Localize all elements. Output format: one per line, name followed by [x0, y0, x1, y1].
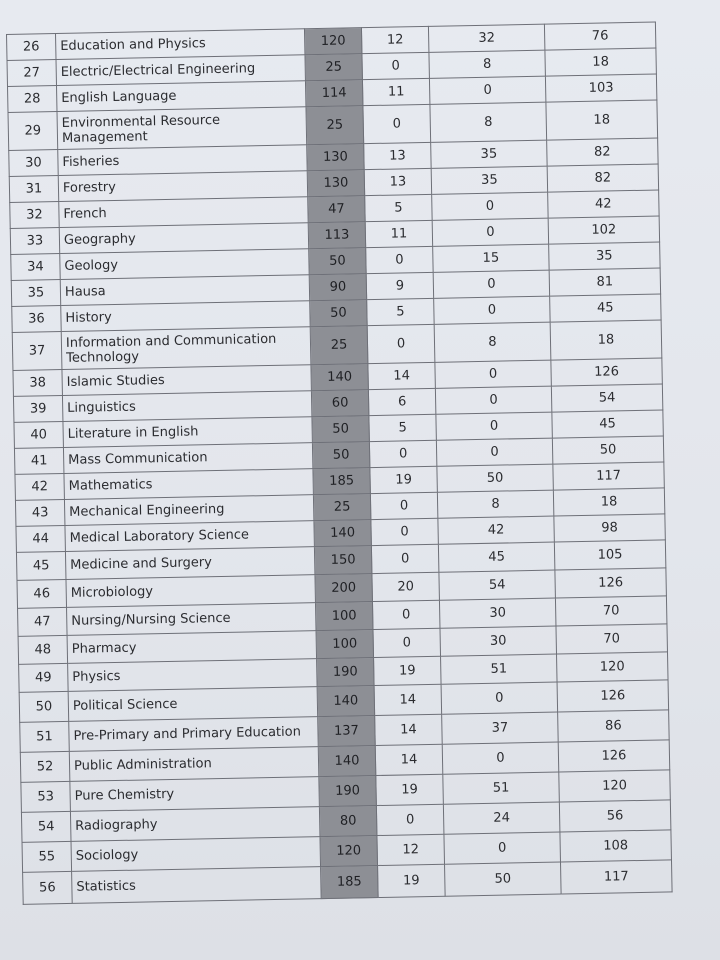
column-2-value: 12	[361, 26, 428, 53]
course-name: Radiography	[70, 807, 320, 842]
row-number: 49	[19, 663, 69, 692]
column-3-value: 0	[436, 438, 552, 466]
row-number: 32	[10, 202, 59, 229]
total-value: 185	[321, 866, 379, 899]
column-3-value: 45	[438, 542, 555, 572]
column-4-value: 103	[545, 74, 656, 102]
column-2-value: 0	[371, 544, 439, 573]
total-value: 25	[313, 494, 370, 521]
row-number: 47	[18, 607, 68, 636]
row-number: 30	[9, 150, 58, 177]
column-4-value: 82	[547, 164, 658, 192]
column-2-value: 0	[363, 104, 431, 143]
column-4-value: 117	[560, 860, 672, 894]
column-2-value: 19	[370, 466, 437, 493]
column-2-value: 14	[375, 744, 443, 775]
column-3-value: 54	[439, 570, 556, 600]
column-3-value: 15	[433, 244, 549, 272]
quota-table	[6, 22, 673, 905]
column-4-value: 18	[550, 320, 662, 360]
row-number: 52	[20, 751, 70, 782]
column-2-value: 0	[373, 628, 441, 657]
column-2-value: 5	[365, 194, 432, 221]
row-number: 56	[23, 871, 73, 904]
course-name: Nursing/Nursing Science	[67, 603, 316, 636]
column-3-value: 37	[442, 712, 559, 744]
column-3-value: 30	[440, 626, 557, 656]
course-name: Geography	[59, 223, 308, 254]
column-2-value: 14	[375, 714, 443, 745]
column-2-value: 5	[369, 414, 436, 441]
column-4-value: 35	[549, 242, 660, 270]
course-name: Literature in English	[63, 417, 312, 448]
row-number: 38	[13, 369, 62, 396]
column-4-value: 120	[557, 652, 669, 682]
total-value: 90	[309, 274, 366, 301]
course-name: Mechanical Engineering	[64, 495, 313, 526]
column-3-value: 50	[445, 862, 562, 896]
total-value: 114	[305, 80, 362, 107]
column-2-value: 0	[367, 324, 435, 363]
course-name: Statistics	[72, 867, 322, 904]
column-4-value: 98	[554, 514, 665, 542]
total-value: 25	[306, 106, 364, 145]
column-3-value: 0	[435, 360, 551, 388]
row-number: 27	[7, 60, 56, 87]
total-value: 185	[313, 468, 370, 495]
course-name: Pure Chemistry	[70, 777, 320, 812]
course-name: Pharmacy	[67, 631, 316, 664]
column-4-value: 50	[552, 436, 663, 464]
column-3-value: 0	[444, 832, 561, 864]
total-value: 140	[317, 686, 375, 717]
row-number: 31	[9, 176, 58, 203]
course-name: Fisheries	[58, 145, 307, 176]
column-2-value: 0	[362, 52, 429, 79]
table-body	[7, 22, 673, 904]
column-2-value: 0	[370, 492, 437, 519]
column-3-value: 0	[442, 742, 559, 774]
course-name: Education and Physics	[56, 29, 305, 60]
row-number: 29	[8, 112, 58, 151]
total-value: 130	[307, 144, 364, 171]
total-value: 50	[312, 442, 369, 469]
column-4-value: 86	[558, 710, 670, 742]
row-number: 41	[14, 447, 63, 474]
total-value: 150	[314, 546, 372, 575]
total-value: 50	[310, 300, 367, 327]
column-2-value: 14	[374, 684, 442, 715]
row-number: 42	[15, 473, 64, 500]
row-number: 36	[12, 305, 61, 332]
course-name: Mass Communication	[63, 443, 312, 474]
column-2-value: 19	[374, 656, 442, 685]
column-4-value: 18	[553, 488, 664, 516]
column-3-value: 32	[428, 24, 544, 52]
total-value: 60	[311, 390, 368, 417]
column-3-value: 0	[432, 192, 548, 220]
column-2-value: 0	[369, 440, 436, 467]
column-4-value: 81	[549, 268, 660, 296]
row-number: 26	[7, 34, 56, 61]
row-number: 50	[19, 691, 69, 722]
row-number: 48	[18, 635, 68, 664]
table-sheet	[6, 22, 674, 954]
course-name: English Language	[56, 81, 305, 112]
course-name: Environmental Resource Management	[57, 107, 307, 150]
row-number: 35	[11, 280, 60, 307]
column-2-value: 20	[372, 572, 440, 601]
row-number: 37	[12, 331, 62, 370]
column-4-value: 126	[557, 680, 669, 712]
row-number: 44	[16, 525, 65, 552]
course-name: History	[61, 301, 310, 332]
column-3-value: 35	[431, 166, 547, 194]
column-2-value: 11	[365, 220, 432, 247]
column-2-value: 19	[376, 774, 444, 805]
row-number: 54	[21, 811, 71, 842]
column-4-value: 120	[559, 770, 671, 802]
total-value: 25	[310, 326, 368, 365]
column-4-value: 126	[555, 568, 667, 598]
column-4-value: 108	[560, 830, 672, 862]
row-number: 45	[16, 551, 66, 580]
column-3-value: 8	[429, 50, 545, 78]
column-3-value: 0	[429, 76, 545, 104]
row-number: 34	[11, 254, 60, 281]
total-value: 50	[312, 416, 369, 443]
total-value: 25	[305, 54, 362, 81]
column-2-value: 13	[364, 142, 431, 169]
course-name: Medicine and Surgery	[65, 547, 314, 580]
column-4-value: 54	[551, 384, 662, 412]
column-4-value: 70	[555, 596, 667, 626]
row-number: 55	[22, 841, 72, 872]
course-name: French	[59, 197, 308, 228]
total-value: 113	[308, 222, 365, 249]
column-2-value: 0	[376, 804, 444, 835]
course-name: Linguistics	[62, 391, 311, 422]
column-4-value: 102	[548, 216, 659, 244]
course-name: Microbiology	[66, 575, 315, 608]
column-4-value: 45	[552, 410, 663, 438]
column-2-value: 12	[377, 834, 445, 865]
column-3-value: 42	[438, 516, 554, 544]
column-4-value: 70	[556, 624, 668, 654]
column-4-value: 18	[546, 100, 658, 140]
course-name: Sociology	[71, 837, 321, 872]
row-number: 43	[15, 499, 64, 526]
column-2-value: 9	[366, 272, 433, 299]
total-value: 190	[317, 658, 375, 687]
total-value: 200	[315, 574, 373, 603]
total-value: 137	[318, 716, 376, 747]
course-name: Physics	[68, 659, 317, 692]
column-2-value: 5	[367, 298, 434, 325]
column-3-value: 0	[436, 412, 552, 440]
course-name: Pre-Primary and Primary Education	[69, 717, 319, 752]
column-3-value: 24	[443, 802, 560, 834]
course-name: Islamic Studies	[62, 365, 311, 396]
column-3-value: 8	[430, 102, 547, 142]
course-name: Hausa	[60, 275, 309, 306]
column-4-value: 42	[548, 190, 659, 218]
column-3-value: 0	[434, 296, 550, 324]
column-3-value: 8	[437, 490, 553, 518]
column-3-value: 0	[432, 218, 548, 246]
course-name: Medical Laboratory Science	[65, 521, 314, 552]
column-3-value: 51	[443, 772, 560, 804]
total-value: 190	[319, 776, 377, 807]
total-value: 120	[320, 836, 378, 867]
row-number: 53	[21, 781, 71, 812]
column-4-value: 18	[545, 48, 656, 76]
column-3-value: 30	[439, 598, 556, 628]
column-3-value: 0	[433, 270, 549, 298]
column-4-value: 117	[553, 462, 664, 490]
column-2-value: 11	[362, 78, 429, 105]
total-value: 100	[315, 602, 373, 631]
row-number: 51	[20, 721, 70, 752]
column-4-value: 76	[544, 22, 655, 50]
total-value: 140	[314, 520, 371, 547]
course-name: Information and Communication Technology	[61, 327, 311, 370]
column-4-value: 56	[559, 800, 671, 832]
total-value: 120	[304, 28, 361, 55]
course-name: Mathematics	[64, 469, 313, 500]
row-number: 39	[13, 395, 62, 422]
course-name: Electric/Electrical Engineering	[56, 55, 305, 86]
course-name: Public Administration	[69, 747, 319, 782]
column-3-value: 35	[431, 140, 547, 168]
column-4-value: 126	[558, 740, 670, 772]
course-name: Forestry	[58, 171, 307, 202]
total-value: 140	[318, 746, 376, 777]
total-value: 47	[308, 196, 365, 223]
column-3-value: 50	[437, 464, 553, 492]
column-2-value: 0	[371, 518, 438, 545]
column-2-value: 0	[372, 600, 440, 629]
course-name: Political Science	[68, 687, 318, 722]
row-number: 28	[8, 86, 57, 113]
total-value: 100	[316, 630, 374, 659]
column-2-value: 0	[366, 246, 433, 273]
total-value: 80	[319, 806, 377, 837]
column-2-value: 13	[364, 168, 431, 195]
row-number: 46	[17, 579, 67, 608]
column-2-value: 14	[368, 362, 435, 389]
row-number: 33	[10, 228, 59, 255]
total-value: 130	[307, 170, 364, 197]
course-name: Geology	[60, 249, 309, 280]
total-value: 140	[311, 364, 368, 391]
column-2-value: 6	[368, 388, 435, 415]
column-4-value: 45	[550, 294, 661, 322]
column-4-value: 105	[554, 540, 666, 570]
column-2-value: 19	[378, 864, 446, 897]
column-3-value: 8	[434, 322, 551, 362]
column-3-value: 0	[435, 386, 551, 414]
column-4-value: 82	[547, 138, 658, 166]
column-3-value: 51	[441, 654, 558, 684]
column-4-value: 126	[551, 358, 662, 386]
total-value: 50	[309, 248, 366, 275]
column-3-value: 0	[441, 682, 558, 714]
row-number: 40	[14, 421, 63, 448]
